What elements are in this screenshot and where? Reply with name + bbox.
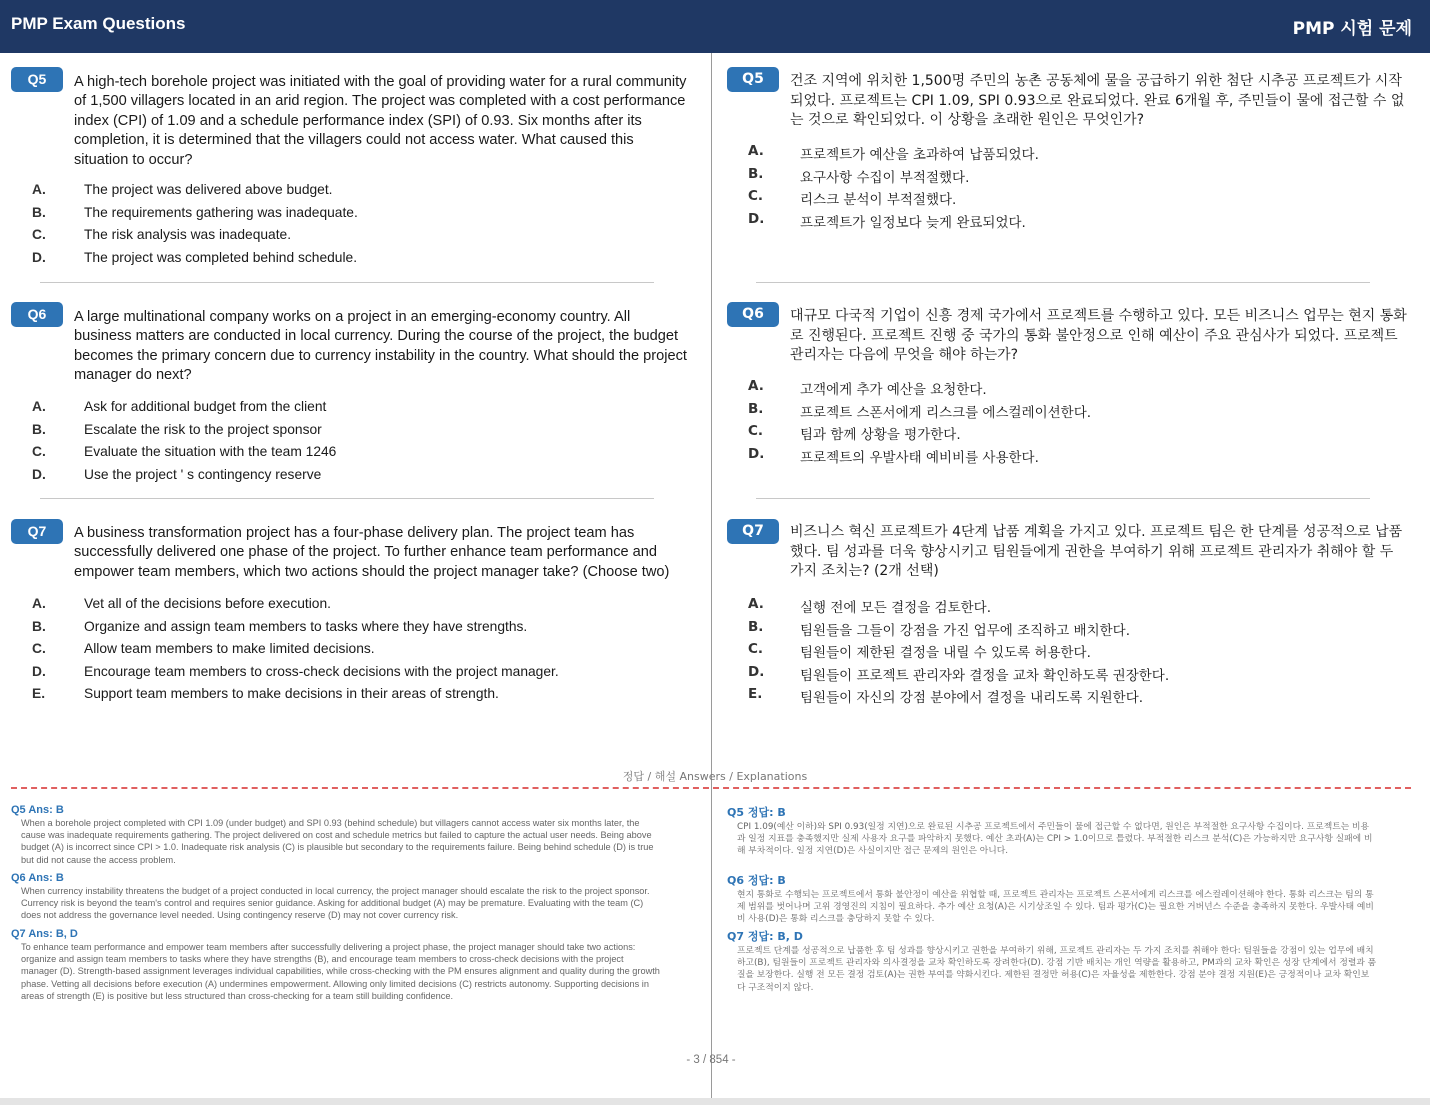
option-a: A. 프로젝트가 예산을 초과하여 납품되었다. <box>748 143 1039 163</box>
option-b: B. The requirements gathering was inadequate. <box>32 204 358 220</box>
answer-q5 <box>11 804 661 866</box>
question-text: 대규모 다국적 기업이 신흥 경제 국가에서 프로젝트를 수행하고 있다. 모든 비즈니스 업무는 현지 통화로 진행된다. 프로젝트 진행 중 국가의 통화 불안정으로 인해 예산이 주요 관심사가 되었다. 프로젝트 관리자는 다음에 무엇을 해야 하는가? <box>790 308 1407 364</box>
answer-explanation: 현지 통화로 수행되는 프로젝트에서 통화 불안정이 예산을 위협할 때, 프로젝트 관리자는 프로젝트 스폰서에게 리스크를 에스컬레이션해야 한다. 통화 리스크는 팀의 통제 범위를 벗어나며 고위 경영진의 지침이 필요하다. 추가 예산 요청(A)은 시기상조일 수 있다. 팀과 평가(C)는 필요한 거버넌스 수준을 충족하지 못한다. 우발사태 예비비 사용(D)은 통화 리스크를 충당하지 못할 수 있다. <box>737 890 1374 925</box>
option-list <box>32 596 682 709</box>
option-c: C. Evaluate the situation with the team 1246 <box>32 444 337 459</box>
option-e: E. Support team members to make decisions in their areas of strength. <box>32 686 499 701</box>
header-title-english: PMP Exam Questions <box>11 14 186 33</box>
question-badge: Q5 <box>727 67 779 92</box>
answer-q6-ko <box>727 872 1377 926</box>
answers-section-label: 정답 / 해설 Answers / Explanations <box>622 770 808 783</box>
option-a: A. Vet all of the decisions before execution. <box>32 596 331 611</box>
option-a: A. Ask for additional budget from the client <box>32 399 327 414</box>
question-separator <box>756 282 1370 283</box>
answer-heading: Q6 Ans: B <box>11 872 64 884</box>
option-d: D. 프로젝트가 일정보다 늦게 완료되었다. <box>748 210 1026 231</box>
option-list <box>748 143 1398 233</box>
question-separator <box>40 498 654 499</box>
option-c: C. 팀원들이 제한된 결정을 내릴 수 있도록 허용한다. <box>748 641 1091 661</box>
question-badge: Q7 <box>11 519 63 544</box>
question-separator <box>756 498 1370 499</box>
page-number: - 3 / 854 - <box>686 1054 736 1066</box>
page-header <box>0 0 1430 53</box>
question-badge: Q7 <box>727 519 779 544</box>
question-text: 비즈니스 혁신 프로젝트가 4단계 납품 계획을 가지고 있다. 프로젝트 팀은 한 단계를 성공적으로 납품했다. 팀 성과를 더욱 향상시키고 팀원들에게 권한을 부여하기 위해 프로젝트 관리자가 취해야 할 두 가지 조치는? (2개 선택) <box>790 524 1403 580</box>
answer-heading: Q5 정답: B <box>727 806 786 819</box>
answer-q7 <box>11 928 661 1002</box>
option-d: D. The project was completed behind schedule. <box>32 249 358 265</box>
option-a: A. 실행 전에 모든 결정을 검토한다. <box>748 596 991 616</box>
option-a: A. The project was delivered above budget. <box>32 182 333 197</box>
option-b: B. 프로젝트 스폰서에게 리스크를 에스컬레이션한다. <box>748 400 1092 421</box>
option-b: B. Escalate the risk to the project sponsor <box>32 421 322 437</box>
option-list <box>32 182 682 272</box>
option-d: D. 팀원들이 프로젝트 관리자와 결정을 교차 확인하도록 권장한다. <box>748 663 1170 684</box>
option-list <box>748 596 1398 709</box>
question-text: A business transformation project has a four-phase delivery plan. The project team has successfully delivered one phase of the project. To further enhance team performance and empower team members, which two actions should the project manager take? (Choose two) <box>74 525 670 580</box>
option-c: C. 리스크 분석이 부적절했다. <box>748 188 957 208</box>
option-a: A. 고객에게 추가 예산을 요청한다. <box>748 378 987 398</box>
answer-q6 <box>11 872 661 922</box>
option-b: B. 팀원들을 그들이 강점을 가진 업무에 조직하고 배치한다. <box>748 618 1130 639</box>
answers-dashed-divider <box>11 787 1411 789</box>
answer-heading: Q7 정답: B, D <box>727 930 803 943</box>
option-list <box>32 399 682 489</box>
answer-q5-ko <box>727 804 1377 858</box>
answer-q7-ko <box>727 928 1377 994</box>
column-divider <box>711 53 712 1098</box>
question-badge: Q6 <box>11 302 63 327</box>
question-separator <box>40 282 654 283</box>
answer-explanation: To enhance team performance and empower team members after successfully delivering a project phase, the project manager should take two actions: organize and assign team members to tasks where they have strengths (B), and encourage team members to cross-check decisions with the project manager (D). Strength-based assignment leverages individual capabilities, while cross-checking with the PM ensures alignment and quality during the growth phase. Vetting all decisions before execution (A) undermines empowerment. Allowing only limited decisions (C) restricts autonomy. Supporting decisions in areas of strength (E) is positive but less structured than cross-checking for a team still building confidence. <box>21 942 660 1001</box>
answer-heading: Q6 정답: B <box>727 874 786 887</box>
question-badge: Q5 <box>11 67 63 92</box>
option-d: D. Use the project ' s contingency reserve <box>32 466 322 482</box>
answer-explanation: When a borehole project completed with CPI 1.09 (under budget) and SPI 0.93 (behind schedule) but villagers cannot access water six months later, the cause was inadequate requirements gathering. The project delivered on cost and schedule metrics but failed to capture the actual user needs. Being above budget (A) is incorrect since CPI > 1.0. Inadequate risk analysis (C) is plausible but secondary to the requirements failure. Being behind schedule (D) is true but did not cause the access problem. <box>21 818 654 865</box>
option-c: C. Allow team members to make limited decisions. <box>32 641 375 656</box>
question-text: 건조 지역에 위치한 1,500명 주민의 농촌 공동체에 물을 공급하기 위한 첨단 시추공 프로젝트가 시작되었다. 프로젝트는 CPI 1.09, SPI 0.93으로 완료되었다. 완료 6개월 후, 주민들이 물에 접근할 수 없는 것으로 확인되었다. 이 상황을 초래한 원인은 무엇인가? <box>790 73 1405 129</box>
option-d: D. 프로젝트의 우발사태 예비비를 사용한다. <box>748 445 1039 466</box>
answer-explanation: 프로젝트 단계를 성공적으로 납품한 후 팀 성과를 향상시키고 권한을 부여하기 위해, 프로젝트 관리자는 두 가지 조치를 취해야 한다: 팀원들을 강점이 있는 업무에 배치하고(B), 팀원들이 프로젝트 관리자와 의사결정을 교차 확인하도록 장려한다(D). 강점 기반 배치는 개인 역량을 활용하고, PM과의 교차 확인은 성장 단계에서 정렬과 품질을 보장한다. 실행 전 모든 결정 검토(A)는 권한 부여를 약화시킨다. 제한된 결정만 허용(C)은 자율성을 제한한다. 강점 분야 결정 지원(E)은 긍정적이나 교차 확인보다 구조적이지 않다. <box>737 946 1377 993</box>
question-text: A high-tech borehole project was initiated with the goal of providing water for a rural community of 1,500 villagers located in an arid region. The project was completed with a cost performance index (CPI) of 1.09 and a schedule performance index (SPI) of 0.93. Six months after its completion, it is determined that the villagers could not access water. What caused this situation to occur? <box>74 74 687 168</box>
option-b: B. 요구사항 수집이 부적절했다. <box>748 165 970 186</box>
answer-explanation: CPI 1.09(예산 이하)와 SPI 0.93(일정 지연)으로 완료된 시추공 프로젝트에서 주민들이 물에 접근할 수 없다면, 원인은 부적절한 요구사항 수집이다. 프로젝트는 비용과 일정 지표를 충족했지만 실제 사용자 요구를 파악하지 못했다. 예산 초과(A)는 CPI > 1.0이므로 틀렸다. 부적절한 리스크 분석(C)은 가능하지만 요구사항 실패에 비해 부차적이다. 일정 지연(D)은 사실이지만 접근 문제의 원인은 아니다. <box>737 822 1373 857</box>
header-title-korean: PMP 시험 문제 <box>1292 19 1412 39</box>
option-list <box>748 378 1398 468</box>
option-b: B. Organize and assign team members to tasks where they have strengths. <box>32 618 528 634</box>
answer-explanation: When currency instability threatens the budget of a project conducted in local currency, the project manager should escalate the risk to the project sponsor. Currency risk is beyond the team's control and requires senior guidance. Asking for additional budget (A) may be premature. Evaluating with the team (C) does not address the governance level needed. Using contingency reserve (D) may not cover currency risk. <box>21 886 650 921</box>
answer-heading: Q5 Ans: B <box>11 804 64 816</box>
option-e: E. 팀원들이 자신의 강점 분야에서 결정을 내리도록 지원한다. <box>748 686 1144 706</box>
option-c: C. 팀과 함께 상황을 평가한다. <box>748 423 961 443</box>
option-d: D. Encourage team members to cross-check decisions with the project manager. <box>32 663 559 679</box>
question-text: A large multinational company works on a project in an emerging-economy country. All business matters are conducted in local currency. During the course of the project, the budget becomes the primary concern due to currency instability in the country. What should the project manager do next? <box>74 309 687 384</box>
answer-heading: Q7 Ans: B, D <box>11 928 78 940</box>
option-c: C. The risk analysis was inadequate. <box>32 227 292 242</box>
question-badge: Q6 <box>727 302 779 327</box>
bottom-bar <box>0 1098 1430 1105</box>
